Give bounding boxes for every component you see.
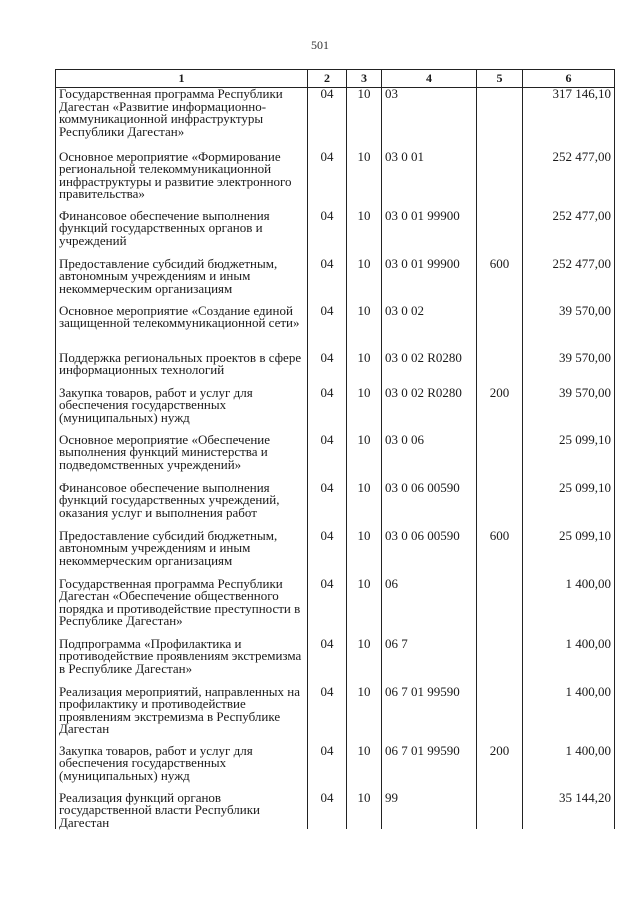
row-sum: 39 570,00 — [523, 387, 615, 434]
row-code: 03 0 06 — [382, 434, 477, 482]
table-row — [56, 686, 615, 745]
table-row — [56, 578, 615, 638]
row-subsection: 10 — [347, 434, 382, 482]
row-subsection: 10 — [347, 151, 382, 210]
row-subsection: 10 — [347, 258, 382, 305]
row-sum: 25 099,10 — [523, 482, 615, 530]
row-subsection: 10 — [347, 88, 382, 151]
row-sum: 39 570,00 — [523, 352, 615, 387]
table-row — [56, 434, 615, 482]
budget-table — [55, 69, 615, 829]
row-subsection: 10 — [347, 530, 382, 578]
table-row — [56, 210, 615, 258]
row-section: 04 — [308, 352, 347, 387]
row-section: 04 — [308, 305, 347, 352]
row-section: 04 — [308, 638, 347, 686]
row-code: 03 0 06 00590 — [382, 530, 477, 578]
row-code: 06 7 — [382, 638, 477, 686]
row-sum: 35 144,20 — [523, 792, 615, 830]
row-subsection: 10 — [347, 305, 382, 352]
row-type: 200 — [477, 387, 523, 434]
row-type — [477, 792, 523, 830]
row-section: 04 — [308, 686, 347, 745]
row-section: 04 — [308, 745, 347, 792]
row-code: 03 0 01 — [382, 151, 477, 210]
row-name: Основное мероприятие «Обеспечение выполнения функций министерства и подведомственных учреждений» — [56, 434, 308, 482]
row-subsection: 10 — [347, 482, 382, 530]
row-sum: 317 146,10 — [523, 88, 615, 151]
table-row — [56, 745, 615, 792]
row-sum: 25 099,10 — [523, 434, 615, 482]
row-sum: 1 400,00 — [523, 578, 615, 638]
table-row — [56, 258, 615, 305]
table-row — [56, 387, 615, 434]
row-sum: 39 570,00 — [523, 305, 615, 352]
header-col-5: 5 — [477, 70, 523, 88]
row-name: Реализация мероприятий, направленных на профилактику и противодействие проявлениям экстремизма в Республике Дагестан — [56, 686, 308, 745]
row-type — [477, 151, 523, 210]
row-type — [477, 578, 523, 638]
row-type: 600 — [477, 258, 523, 305]
row-section: 04 — [308, 434, 347, 482]
row-name: Закупка товаров, работ и услуг для обеспечения государственных (муниципальных) нужд — [56, 745, 308, 792]
row-type — [477, 88, 523, 151]
row-section: 04 — [308, 258, 347, 305]
table-row — [56, 638, 615, 686]
row-subsection: 10 — [347, 638, 382, 686]
row-code: 03 0 01 99900 — [382, 210, 477, 258]
row-subsection: 10 — [347, 686, 382, 745]
row-subsection: 10 — [347, 578, 382, 638]
row-subsection: 10 — [347, 745, 382, 792]
header-col-1: 1 — [56, 70, 308, 88]
row-section: 04 — [308, 88, 347, 151]
row-type — [477, 686, 523, 745]
row-type — [477, 210, 523, 258]
page-number: 501 — [311, 38, 329, 52]
row-section: 04 — [308, 482, 347, 530]
row-code: 03 0 02 — [382, 305, 477, 352]
row-sum: 252 477,00 — [523, 151, 615, 210]
row-section: 04 — [308, 210, 347, 258]
row-name: Закупка товаров, работ и услуг для обеспечения государственных (муниципальных) нужд — [56, 387, 308, 434]
table-row — [56, 352, 615, 387]
row-code: 06 7 01 99590 — [382, 745, 477, 792]
row-subsection: 10 — [347, 387, 382, 434]
row-name: Финансовое обеспечение выполнения функций государственных органов и учреждений — [56, 210, 308, 258]
header-col-3: 3 — [347, 70, 382, 88]
row-name: Предоставление субсидий бюджетным, автономным учреждениям и иным некоммерческим организациям — [56, 530, 308, 578]
row-code: 03 0 01 99900 — [382, 258, 477, 305]
table-row — [56, 530, 615, 578]
row-type — [477, 352, 523, 387]
header-col-4: 4 — [382, 70, 477, 88]
row-sum: 25 099,10 — [523, 530, 615, 578]
row-type — [477, 434, 523, 482]
row-name: Государственная программа Республики Дагестан «Обеспечение общественного порядка и противодействие преступности в Республике Дагестан» — [56, 578, 308, 638]
table-row — [56, 482, 615, 530]
row-sum: 252 477,00 — [523, 258, 615, 305]
row-subsection: 10 — [347, 792, 382, 830]
row-code: 99 — [382, 792, 477, 830]
row-code: 03 0 02 R0280 — [382, 352, 477, 387]
table-row — [56, 792, 615, 830]
row-section: 04 — [308, 792, 347, 830]
row-section: 04 — [308, 151, 347, 210]
row-name: Предоставление субсидий бюджетным, автономным учреждениям и иным некоммерческим организациям — [56, 258, 308, 305]
row-name: Реализация функций органов государственной власти Республики Дагестан — [56, 792, 308, 830]
row-code: 03 0 02 R0280 — [382, 387, 477, 434]
row-section: 04 — [308, 387, 347, 434]
row-sum: 252 477,00 — [523, 210, 615, 258]
row-name: Подпрограмма «Профилактика и противодействие проявлениям экстремизма в Республике Дагестан» — [56, 638, 308, 686]
row-subsection: 10 — [347, 210, 382, 258]
row-name: Финансовое обеспечение выполнения функций государственных учреждений, оказания услуг и выполнения работ — [56, 482, 308, 530]
header-col-6: 6 — [523, 70, 615, 88]
table-row — [56, 88, 615, 151]
row-subsection: 10 — [347, 352, 382, 387]
row-sum: 1 400,00 — [523, 686, 615, 745]
header-row — [56, 70, 615, 88]
row-name: Основное мероприятие «Формирование региональной телекоммуникационной инфраструктуры и развитие электронного правительства» — [56, 151, 308, 210]
row-code: 03 0 06 00590 — [382, 482, 477, 530]
row-type — [477, 638, 523, 686]
row-type: 600 — [477, 530, 523, 578]
row-name: Основное мероприятие «Создание единой защищенной телекоммуникационной сети» — [56, 305, 308, 352]
row-type — [477, 482, 523, 530]
table-row — [56, 151, 615, 210]
row-sum: 1 400,00 — [523, 745, 615, 792]
row-type: 200 — [477, 745, 523, 792]
table-row — [56, 305, 615, 352]
row-code: 06 7 01 99590 — [382, 686, 477, 745]
row-code: 03 — [382, 88, 477, 151]
row-code: 06 — [382, 578, 477, 638]
header-col-2: 2 — [308, 70, 347, 88]
row-section: 04 — [308, 530, 347, 578]
row-name: Поддержка региональных проектов в сфере информационных технологий — [56, 352, 308, 387]
row-type — [477, 305, 523, 352]
row-name: Государственная программа Республики Дагестан «Развитие информационно-коммуникационной инфраструктуры Республики Дагестан» — [56, 88, 308, 151]
row-section: 04 — [308, 578, 347, 638]
row-sum: 1 400,00 — [523, 638, 615, 686]
